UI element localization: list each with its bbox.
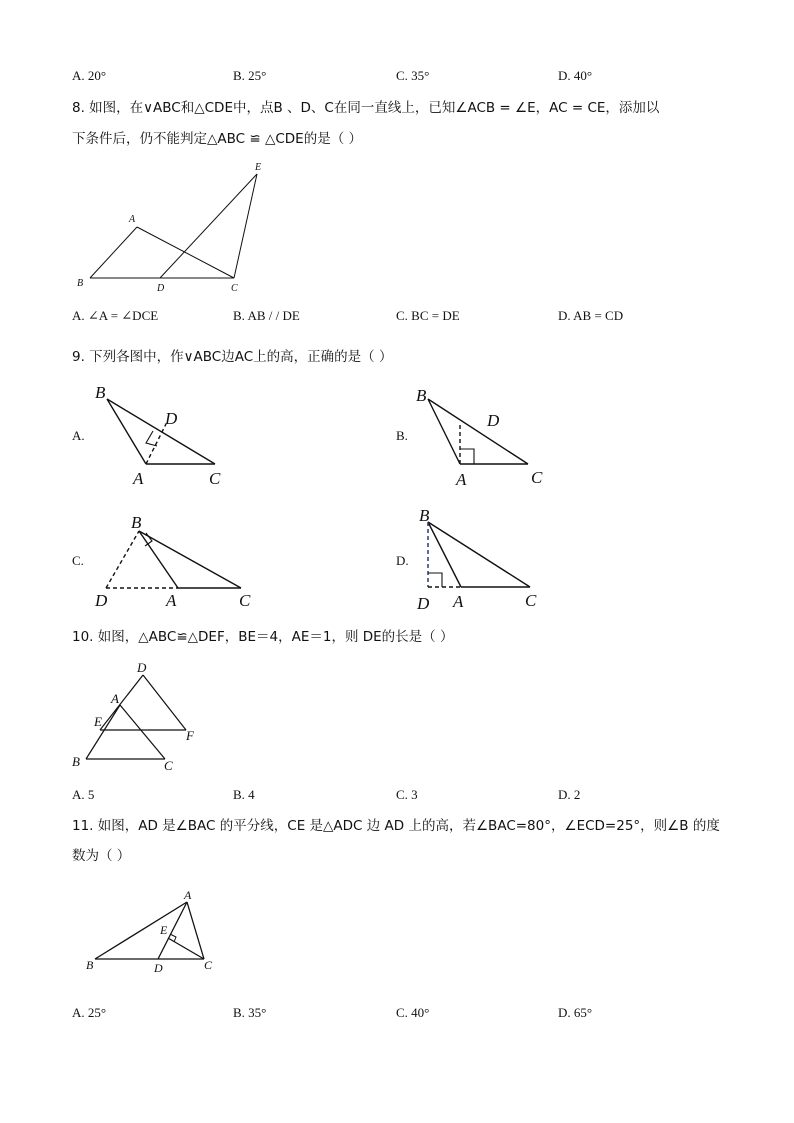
q9a-label-b: B (95, 383, 106, 402)
q8-stem-line1: 8. 如图，在∨ABC和△CDE中，点B 、D、C在同一直线上，已知∠ACB = ∠E，AC = CE，添加以 (72, 100, 660, 116)
q8-label-a: A (129, 214, 136, 225)
q10-option-c: C. 3 (396, 787, 418, 802)
q10-label-c: C (164, 758, 173, 773)
q9b-label-c: C (531, 468, 543, 487)
q8-option-b: B. AB / / DE (233, 308, 300, 323)
q7-option-c: C. 35° (396, 68, 430, 83)
q9c-label-c: C (239, 591, 251, 610)
q7-option-a: A. 20° (72, 68, 107, 83)
q11-option-c: C. 40° (396, 1005, 430, 1020)
q11-option-d: D. 65° (558, 1005, 593, 1020)
q9-option-d: D. (396, 553, 409, 568)
q9a-label-c: C (209, 469, 221, 488)
q10-label-b: B (72, 754, 80, 769)
q10-label-a: A (111, 691, 119, 706)
q10-label-f: F (186, 728, 194, 743)
q9-option-b: B. (396, 428, 408, 443)
q10-option-d: D. 2 (558, 787, 581, 802)
q9c-label-d: D (95, 591, 108, 610)
q11-option-a: A. 25° (72, 1005, 107, 1020)
q11-label-b: B (86, 958, 94, 972)
q9d-label-c: C (525, 591, 537, 610)
q9-option-c: C. (72, 553, 84, 568)
q8-label-b: B (77, 278, 84, 289)
q9b-label-b: B (416, 386, 427, 405)
q10-option-b: B. 4 (233, 787, 255, 802)
q11-option-b: B. 35° (233, 1005, 267, 1020)
q9c-label-a: A (166, 591, 177, 610)
q9c-label-b: B (131, 513, 142, 532)
q11-stem-line1: 11. 如图，AD 是∠BAC 的平分线，CE 是△ADC 边 AD 上的高，若∠BAC=80°，∠ECD=25°，则∠B 的度 (72, 818, 720, 834)
q9d-label-a: A (453, 592, 464, 611)
q10-option-a: A. 5 (72, 787, 95, 802)
q10-label-d: D (137, 660, 147, 675)
q11-label-e: E (160, 923, 168, 937)
q10-stem: 10. 如图，△ABC≌△DEF，BE＝4，AE＝1，则 DE的长是（ ） (72, 629, 454, 645)
q7-option-d: D. 40° (558, 68, 593, 83)
q8-label-d: D (157, 283, 165, 294)
q11-label-a: A (184, 888, 192, 902)
q9a-label-a: A (133, 469, 144, 488)
q8-label-c: C (231, 283, 238, 294)
q9-stem: 9. 下列各图中，作∨ABC边AC上的高，正确的是（ ） (72, 349, 393, 365)
q10-label-e: E (94, 714, 102, 729)
q9b-label-d: D (487, 411, 500, 430)
q11-label-d: D (154, 961, 163, 975)
q8-option-a: A. ∠A = ∠DCE (72, 308, 159, 323)
q8-option-d: D. AB = CD (558, 308, 624, 323)
q9b-label-a: A (456, 470, 467, 489)
q11-stem-line2: 数为（ ） (72, 848, 131, 864)
q7-option-b: B. 25° (233, 68, 267, 83)
q9a-label-d: D (165, 409, 178, 428)
q9d-label-b: B (419, 506, 430, 525)
q8-label-e: E (255, 162, 262, 173)
q8-stem-line2: 下条件后，仍不能判定△ABC ≌ △CDE的是（ ） (72, 131, 362, 147)
q9-option-a: A. (72, 428, 85, 443)
q11-label-c: C (204, 958, 213, 972)
q8-option-c: C. BC = DE (396, 308, 460, 323)
q9d-label-d: D (417, 594, 430, 613)
